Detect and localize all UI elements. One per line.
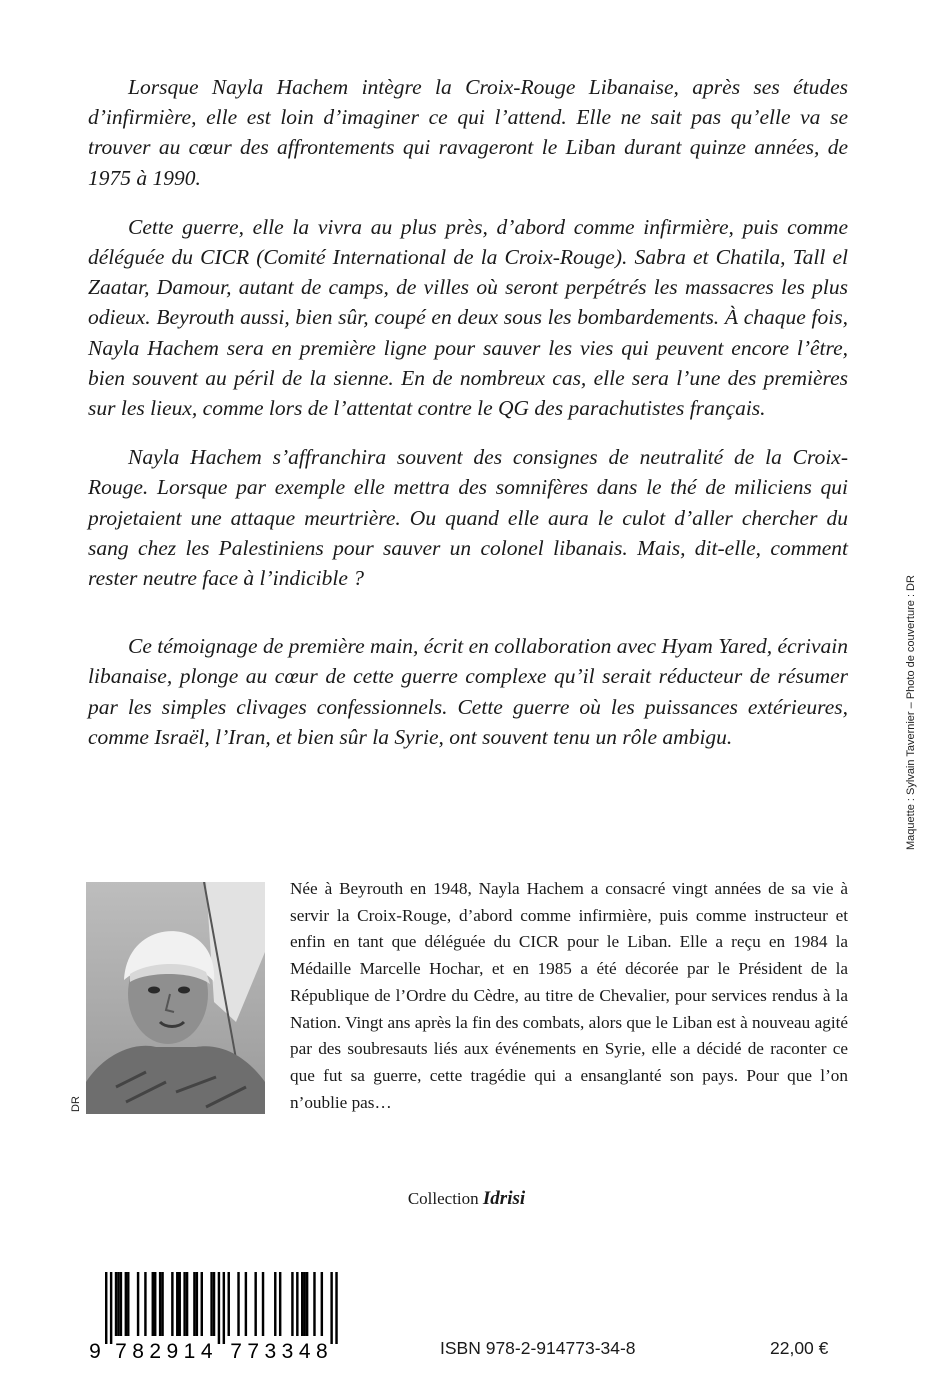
barcode-digit: 7 [115,1340,127,1360]
barcode-digit: 2 [149,1340,162,1360]
barcode-bar [291,1272,293,1336]
barcode-bar [201,1272,203,1336]
barcode-bar [301,1272,303,1336]
photo-credit: DR [70,1096,82,1112]
barcode-bar [127,1272,129,1336]
author-portrait-image [86,882,265,1114]
barcode-bar [218,1272,220,1344]
price: 22,00 € [770,1338,829,1358]
barcode-bar [213,1272,215,1336]
blurb-paragraph: Nayla Hachem s’affranchira souvent des consignes de neutralité de la Croix-Rouge. Lorsque par exemple elle mettra des somnifères dans le thé de miliciens qui projetaient une attaque meurtrière. Ou quand elle aura le culot d’aller chercher du sang chez les Palestiniens pour sauver un colonel libanais. Mais, dit-elle, comment rester neutre face à l’indicible ? [88,445,848,591]
barcode-bar [176,1272,178,1336]
barcode-bar [183,1272,185,1336]
barcode-bar [223,1272,225,1344]
barcode-bar [296,1272,298,1336]
collection-series: Idrisi [482,1188,526,1209]
barcode-bar [110,1272,112,1344]
barcode-bar [125,1272,127,1336]
barcode-bar [137,1272,139,1336]
barcode-bar [237,1272,239,1336]
barcode-digit: 4 [298,1340,311,1360]
barcode-bar [262,1272,264,1336]
collection-line [0,1188,933,1210]
barcode-digit: 8 [132,1340,144,1360]
barcode-bar [159,1272,161,1336]
barcode-digit: 8 [315,1340,328,1360]
barcode-bar [193,1272,195,1336]
barcode-bar [321,1272,323,1336]
barcode-bar [306,1272,308,1336]
barcode-bar [196,1272,198,1336]
back-cover-blurb [88,72,848,771]
barcode-digit: 3 [264,1340,277,1360]
barcode-bar [313,1272,315,1336]
barcode-bar [154,1272,156,1336]
barcode-digit: 9 [89,1340,101,1360]
barcode-bar [105,1272,107,1344]
design-credit: Maquette : Sylvain Tavernier – Photo de couverture : DR [905,575,917,850]
barcode-digit: 9 [166,1340,179,1360]
barcode-bar [274,1272,276,1336]
barcode-bar [303,1272,305,1336]
barcode-digit: 1 [183,1340,196,1360]
author-biography: Née à Beyrouth en 1948, Nayla Hachem a consacré vingt années de sa vie à servir la Croix-Rouge, d’abord comme infirmière, puis comme instructeur et enfin en tant que déléguée du CICR pour le Liban. Elle a reçu en 1984 la Médaille Marcelle Hochar, et en 1985 a été décorée par le Président de la République de l’Ordre du Cèdre, au titre de Chevalier, pour services rendus à la Nation. Vingt ans après la fin des combats, alors que le Liban est à nouveau agité par des soubresauts liés aux événements en Syrie, elle a décidé de raconter ce que fut sa guerre, cette tragédie qui a ensanglanté son pays. Pour que l’on n’oublie pas… [290,879,848,1112]
barcode-bar [186,1272,188,1336]
barcode-digit: 4 [200,1340,213,1360]
barcode-bar [330,1272,332,1344]
blurb-paragraph: Cette guerre, elle la vivra au plus près, d’abord comme infirmière, puis comme déléguée du CICR (Comité International de la Croix-Rouge). Sabra et Chatila, Tall el Zaatar, Damour, autant de camps, de villes où seront perpétrés les massacres les plus odieux. Beyrouth aussi, bien sûr, coupé en deux sous les bombardements. À chaque fois, Nayla Hachem sera en première ligne pour sauver les vies qui peuvent encore l’être, bien souvent au péril de la sienne. En de nombreux cas, elle sera l’une des premières sur les lieux, comme lors de l’attentat contre le QG des parachutistes français. [88,214,848,421]
barcode-bar [117,1272,119,1336]
barcode-bar [335,1272,337,1344]
barcode-bar [115,1272,117,1336]
barcode-bar [279,1272,281,1336]
author-portrait [86,882,265,1114]
barcode-digit: 3 [281,1340,294,1360]
blurb-paragraph: Ce témoignage de première main, écrit en collaboration avec Hyam Yared, écrivain libanaise, plonge au cœur de cette guerre complexe qu’il serait réducteur de résumer par les simples clivages confessionnels. Cette guerre où les puissances extérieures, comme Israël, l’Iran, et bien sûr la Syrie, ont souvent tenu un rôle ambigu. [88,634,848,749]
barcode-bar [210,1272,212,1336]
barcode-bar [245,1272,247,1336]
barcode-digit: 7 [247,1340,260,1360]
barcode-bar [144,1272,146,1336]
barcode-bar [179,1272,181,1336]
isbn-barcode [89,1272,339,1360]
barcode-bar [254,1272,256,1336]
barcode-bar [152,1272,154,1336]
barcode-bar [161,1272,163,1336]
blurb-paragraph: Lorsque Nayla Hachem intègre la Croix-Rouge Libanaise, après ses études d’infirmière, elle est loin d’imaginer ce qui l’attend. Elle ne sait pas qu’elle va se trouver au cœur des affrontements qui ravageront le Liban durant quinze années, de 1975 à 1990. [88,75,848,190]
barcode-bar [120,1272,122,1336]
barcode-bar [228,1272,230,1336]
collection-label: Collection [407,1189,479,1208]
barcode-bar [171,1272,173,1336]
barcode-digit: 7 [230,1340,242,1360]
barcode-graphic [89,1272,339,1360]
isbn-number: ISBN 978-2-914773-34-8 [440,1338,636,1358]
